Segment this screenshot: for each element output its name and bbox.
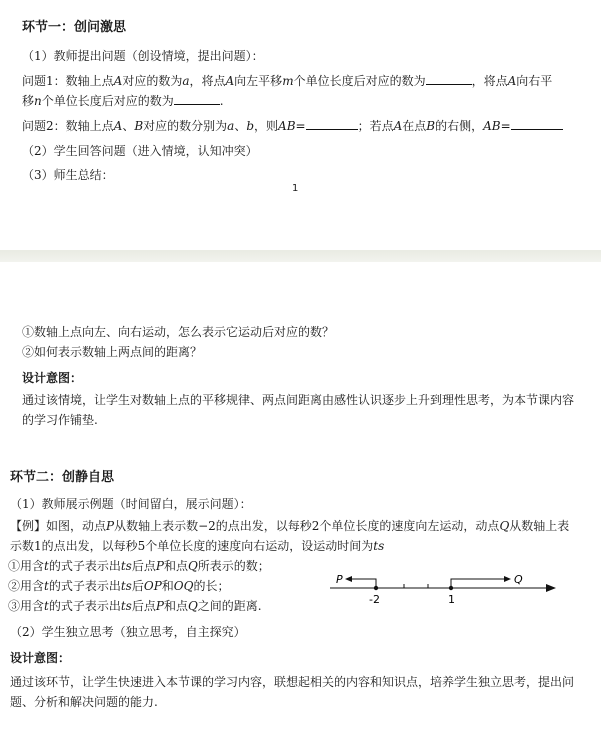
answer-blank [426, 73, 472, 85]
question2: 问题2：数轴上点A、B对应的数分别为a、b，则AB= ；若点A在点B的右侧，AB= [22, 118, 563, 134]
answer-blank [306, 118, 358, 130]
answer-blank [174, 93, 220, 105]
example-line2: 示数1的点出发，以每秒5个单位长度的速度向右运动，设运动时间为ts [10, 539, 385, 553]
point-label-P: P [336, 573, 343, 586]
design-intent-label-1: 设计意图： [22, 371, 83, 385]
section1-step2: （2）学生回答问题（进入情境，认知冲突） [22, 144, 258, 158]
example-item-2: ②用含t的式子表示出ts后OP和OQ的长； [8, 579, 230, 593]
answer-blank [511, 118, 563, 130]
number-line-arrowhead [546, 584, 556, 592]
summary-point-2: ②如何表示数轴上两点间的距离？ [22, 345, 203, 359]
design-intent-text-2a: 通过该环节，让学生快速进入本节课的学习内容，联想起相关的内容和知识点，培养学生独立思考，提出问 [10, 675, 575, 689]
number-line-diagram [326, 562, 566, 610]
design-intent-label-2: 设计意图： [10, 651, 71, 665]
p-motion-arrow [352, 579, 376, 588]
section2-step2: （2）学生独立思考（独立思考，自主探究） [10, 625, 246, 639]
design-intent-text-1b: 的学习作铺垫. [22, 413, 98, 427]
section2-heading: 环节二：创静自思 [10, 470, 115, 485]
section2-step1: （1）教师展示例题（时间留白，展示问题）： [10, 497, 252, 511]
p-arrowhead [345, 576, 352, 582]
design-intent-text-1a: 通过该情境，让学生对数轴上点的平移规律、两点间距离由感性认识逐步上升到理性思考，为本节课内容 [22, 393, 575, 407]
tick-label-1: 1 [448, 593, 455, 606]
page-number: 1 [292, 183, 299, 194]
summary-point-1: ①数轴上点向左、向右运动，怎么表示它运动后对应的数？ [22, 325, 335, 339]
q-motion-arrow [451, 579, 504, 588]
question1-line1: 问题1：数轴上点A对应的数为a，将点A向左平移m个单位长度后对应的数为 ，将点A向右平 [22, 74, 553, 88]
point-label-Q: Q [514, 573, 523, 586]
example-item-3: ③用含t的式子表示出ts后点P和点Q之间的距离. [8, 599, 262, 613]
question1-line2: 移n个单位长度后对应的数为 . [22, 94, 224, 108]
example-item-1: ①用含t的式子表示出ts后点P和点Q所表示的数； [8, 559, 270, 573]
section1-heading: 环节一：创问激思 [22, 20, 127, 35]
design-intent-text-2b: 题、分析和解决问题的能力. [10, 695, 158, 709]
document-page-1 [0, 0, 601, 250]
tick-label-neg2: -2 [369, 593, 380, 606]
document-page-2 [0, 262, 601, 752]
section1-step3: （3）师生总结： [22, 168, 114, 182]
page-gap [0, 250, 601, 262]
q-arrowhead [504, 576, 511, 582]
example-line1: 【例】如图，动点P从数轴上表示数−2的点出发，以每秒2个单位长度的速度向左运动，动点Q从数轴上表 [10, 519, 570, 533]
section1-step1: （1）教师提出问题（创设情境，提出问题）： [22, 49, 264, 63]
